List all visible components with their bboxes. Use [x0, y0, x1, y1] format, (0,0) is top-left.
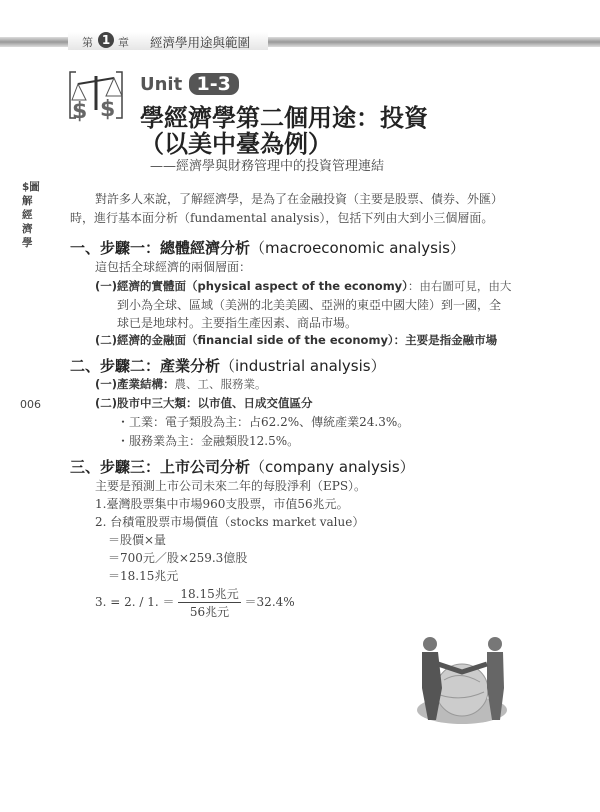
chapter-title: 經濟學用途與範圍 [150, 35, 251, 50]
section2-bullet2: ・服務業為主：金融類股12.5%。 [117, 434, 300, 448]
svg-text:$: $ [72, 99, 88, 122]
section3-line1: 1.臺灣股票集中市場960支股票，市值56兆元。 [95, 497, 349, 511]
section2-bullet1: ・工業：電子類股為主：占62.2%、傳統產業24.3%。 [117, 415, 410, 429]
section1-item1-line2: 到小為全球、區域（美洲的北美美國、亞洲的東亞中國大陸）到一國，全 [117, 298, 502, 312]
unit-label: Unit [140, 74, 183, 95]
intro-line1: 對許多人來說，了解經濟學，是為了在金融投資（主要是股票、債券、外匯） [95, 192, 504, 206]
intro-line2: 時，進行基本面分析（fundamental analysis），包括下列由大到小三個層面。 [70, 211, 494, 225]
page-number: 006 [20, 398, 41, 411]
ratio-fraction: $\frac{\text{18.15兆元}}{\text{56兆元}}$ [180, 587, 239, 619]
chapter-suffix: 章 [118, 36, 129, 49]
section1-item1: (一)經濟的實體面（physical aspect of the economy）：由右圖可見，由大 [95, 279, 512, 293]
section3-lead: 主要是預測上市公司未來二年的每股淨利（EPS）。 [95, 479, 367, 493]
chapter-header [68, 32, 268, 50]
section1-item2: (二)經濟的金融面（financial side of the economy）：主要是指金融市場 [95, 333, 498, 347]
section3-ratio: 3. = 2. / 1. ＝ $\frac{\text{18.15兆元}}{\text{56兆元}}$ ＝32.4% [95, 587, 295, 619]
section3-line2: 2. 台積電股票市場價值（stocks market value） [95, 515, 365, 529]
section2-item1: (一)產業結構：農、工、服務業。 [95, 377, 267, 391]
unit-title-line1: 學經濟學第二個用途：投資 [140, 104, 428, 132]
scale-dollar-icon [68, 70, 124, 122]
section3-heading: 三、步驟三：上市公司分析（company analysis） [70, 458, 415, 476]
section1-heading: 一、步驟一：總體經濟分析（macroeconomic analysis） [70, 239, 465, 257]
series-title-vertical: $圖解經濟學 [22, 181, 40, 249]
section3-eq3: ＝18.15兆元 [108, 569, 179, 583]
unit-number-badge: 1-3 [189, 73, 239, 95]
chapter-number: 1 [98, 32, 114, 48]
businessmen-handshake-globe-illustration [400, 630, 525, 730]
unit-subtitle: ——經濟學與財務管理中的投資管理連結 [150, 159, 385, 174]
section1-item1-line3: 球已是地球村。主要指生產因素、商品市場。 [117, 316, 358, 330]
chapter-prefix: 第 [82, 36, 93, 49]
svg-text:$: $ [100, 97, 116, 122]
section1-lead: 這包括全球經濟的兩個層面： [95, 260, 252, 274]
section3-eq2: ＝700元／股×259.3億股 [108, 551, 248, 565]
section2-item2: (二)股市中三大類：以市值、日成交值區分 [95, 396, 313, 410]
unit-title-line2: （以美中臺為例） [140, 130, 332, 158]
section3-eq1: ＝股價×量 [108, 533, 167, 547]
section2-heading: 二、步驟二：產業分析（industrial analysis） [70, 357, 386, 375]
